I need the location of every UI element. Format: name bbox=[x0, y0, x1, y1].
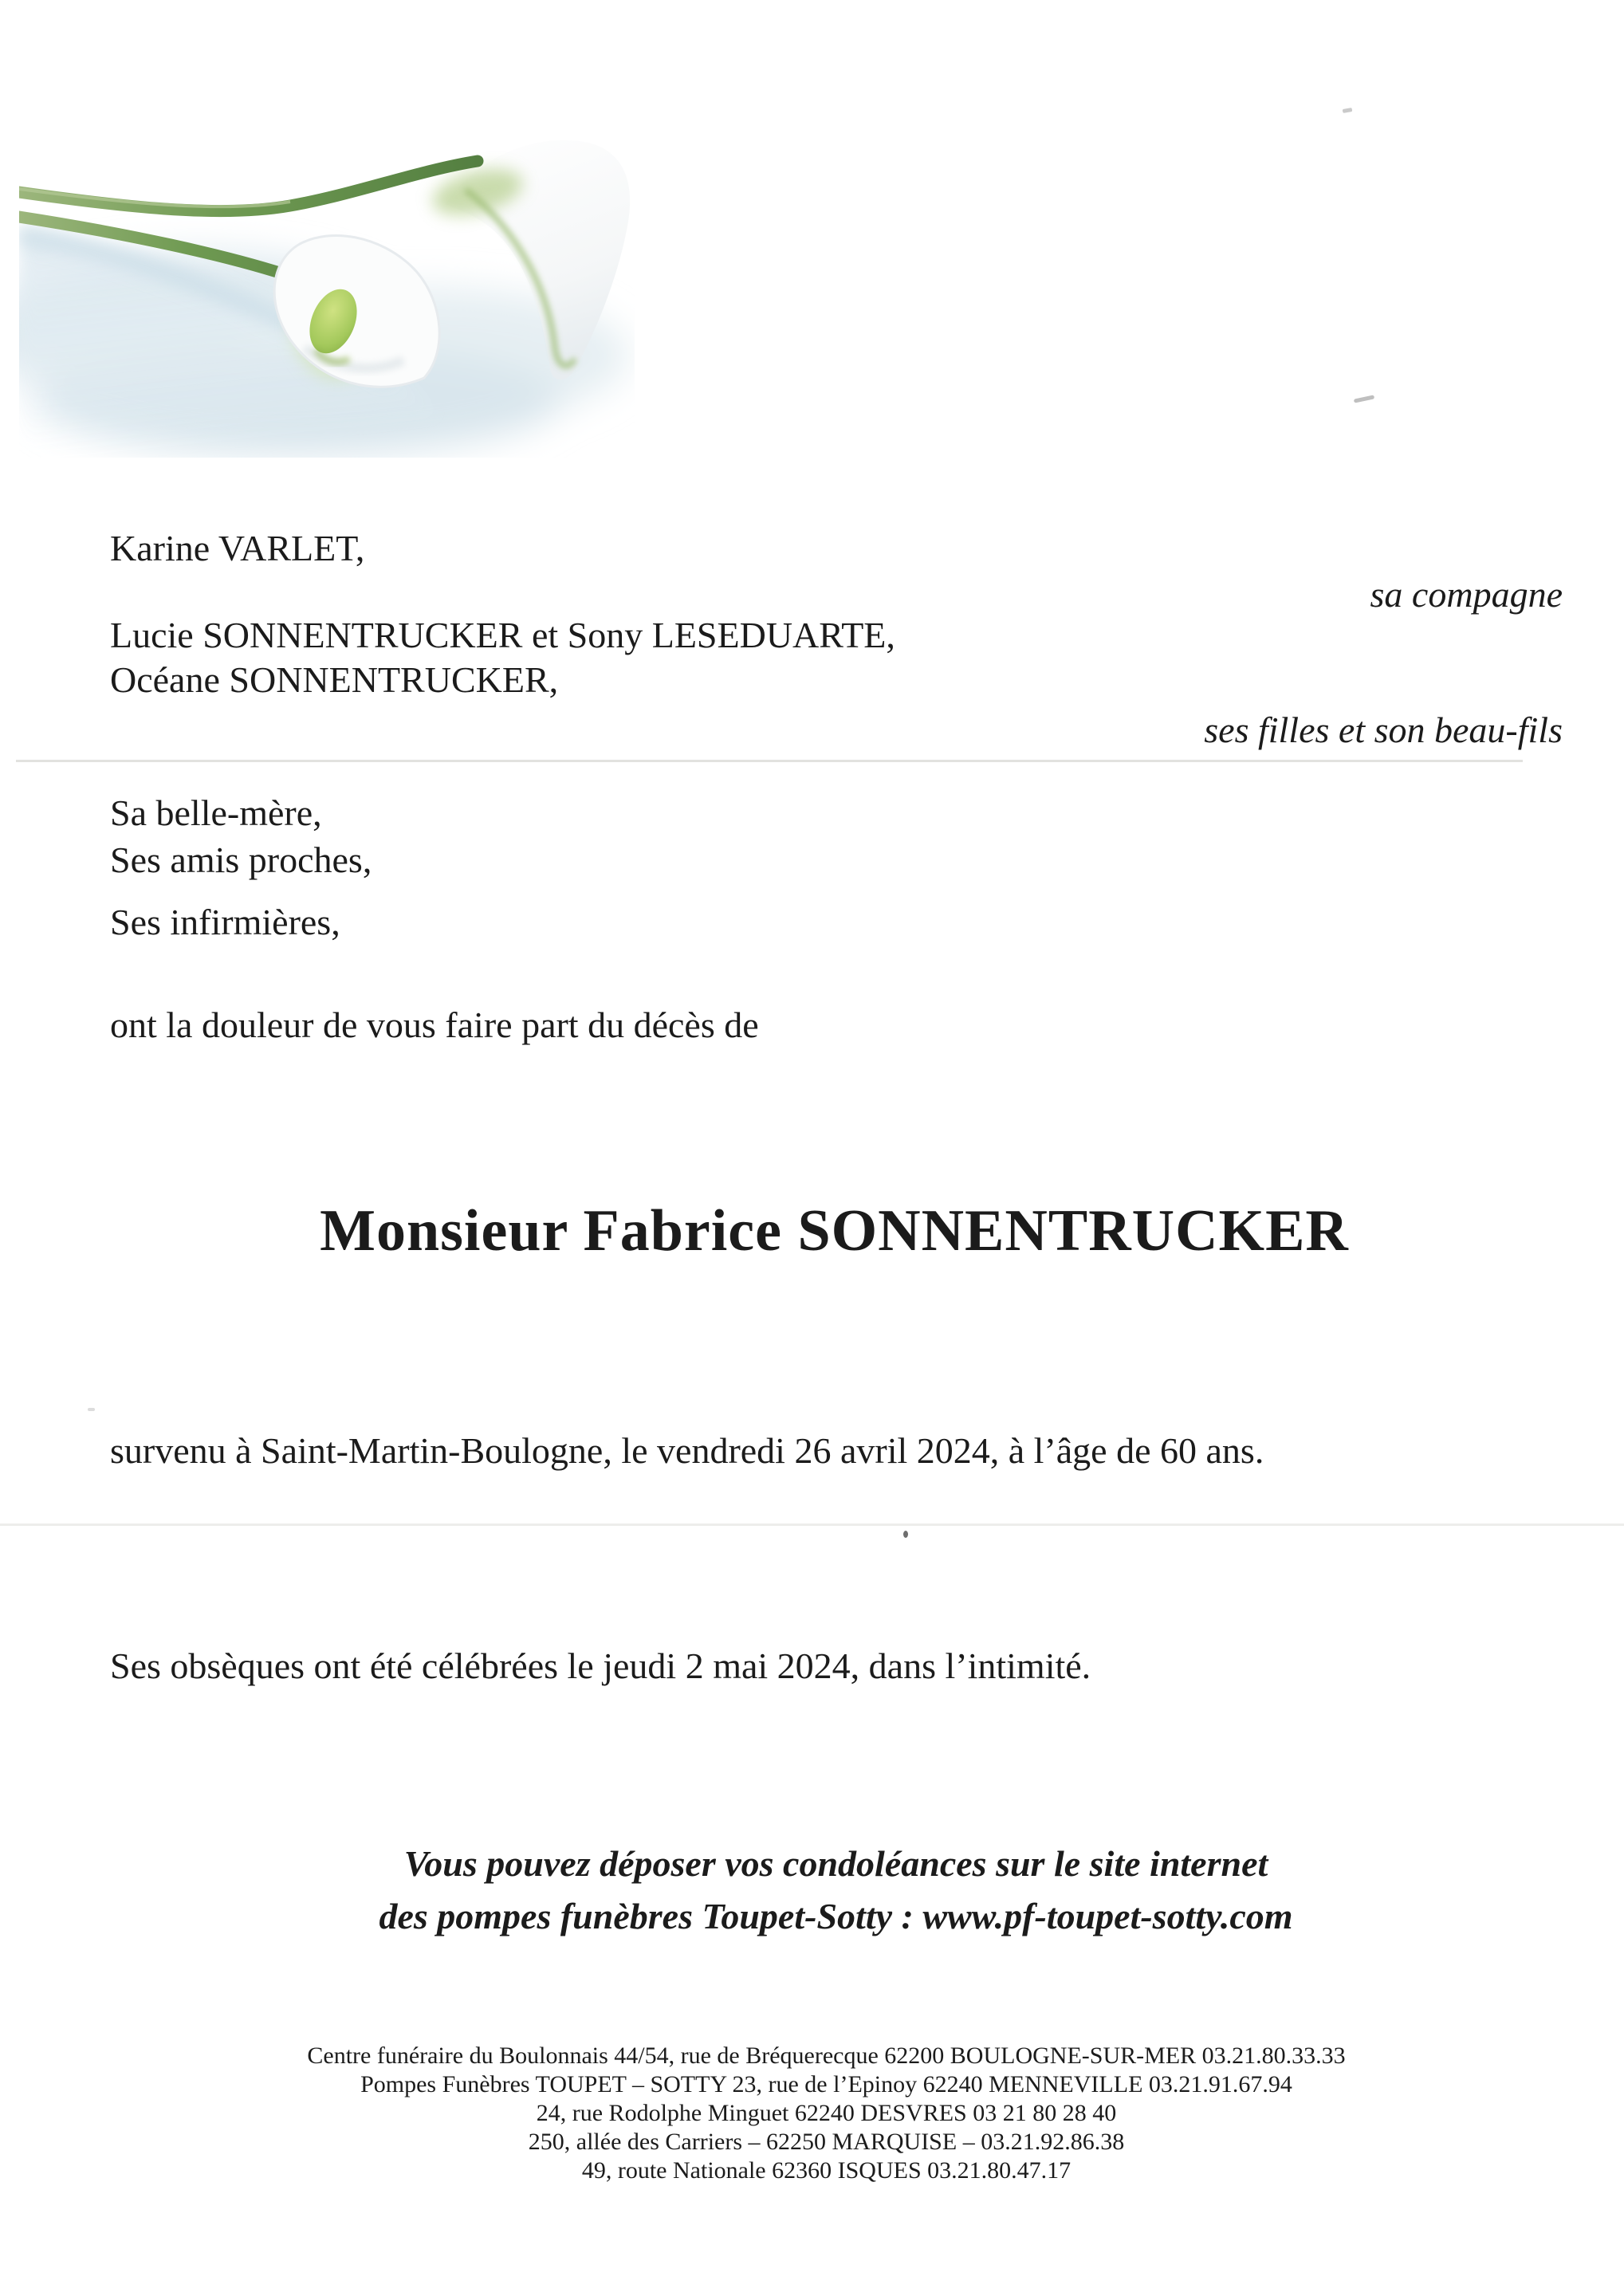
relation-companion: sa compagne bbox=[1370, 574, 1563, 615]
scan-artifact-left bbox=[88, 1408, 95, 1411]
address-line-marquise: 250, allée des Carriers – 62250 MARQUISE – 03.21.92.86.38 bbox=[528, 2129, 1125, 2155]
calla-lily-photo bbox=[19, 85, 635, 458]
condolences-line-2: des pompes funèbres Toupet-Sotty : www.pf-toupet-sotty.com bbox=[379, 1896, 1293, 1936]
address-line-isques: 49, route Nationale 62360 ISQUES 03.21.80.47.17 bbox=[581, 2157, 1072, 2184]
funeral-details: Ses obsèques ont été célébrées le jeudi 2 mai 2024, dans l’intimité. bbox=[110, 1645, 1091, 1686]
scan-artifact-dot bbox=[903, 1531, 908, 1538]
address-line-menneville: Pompes Funèbres TOUPET – SOTTY 23, rue de l’Epinoy 62240 MENNEVILLE 03.21.91.67.94 bbox=[360, 2071, 1292, 2097]
announcement-intro: ont la douleur de vous faire part du décès de bbox=[110, 1005, 759, 1045]
scan-artifact-right bbox=[1354, 395, 1374, 403]
divider-top bbox=[16, 760, 1523, 762]
condolences-message bbox=[0, 1838, 1624, 1943]
divider-middle bbox=[0, 1523, 1624, 1526]
deceased-name: Monsieur Fabrice SONNENTRUCKER bbox=[320, 1198, 1349, 1264]
address-line-boulogne: Centre funéraire du Boulonnais 44/54, rue de Bréquerecque 62200 BOULOGNE-SUR-MER 03.21.80.33.33 bbox=[307, 2042, 1346, 2069]
mourner-name-companion: Karine VARLET, bbox=[110, 528, 365, 568]
mourner-name-daughter-2: Océane SONNENTRUCKER, bbox=[110, 659, 559, 700]
condolences-line-1: Vous pouvez déposer vos condoléances sur le site internet bbox=[403, 1843, 1268, 1884]
mourner-mother-in-law: Sa belle-mère, bbox=[110, 792, 322, 833]
death-details: survenu à Saint-Martin-Boulogne, le vendredi 26 avril 2024, à l’âge de 60 ans. bbox=[110, 1430, 1264, 1471]
funeral-home-addresses bbox=[0, 2042, 1624, 2185]
mourner-name-daughter-1: Lucie SONNENTRUCKER et Sony LESEDUARTE, bbox=[110, 615, 895, 655]
scan-artifact-top-right bbox=[1343, 108, 1353, 113]
mourner-nurses: Ses infirmières, bbox=[110, 902, 340, 942]
relation-daughters: ses filles et son beau-fils bbox=[1204, 710, 1563, 750]
address-line-desvres: 24, rue Rodolphe Minguet 62240 DESVRES 03 21 80 28 40 bbox=[536, 2100, 1117, 2126]
mourner-close-friends: Ses amis proches, bbox=[110, 839, 372, 880]
